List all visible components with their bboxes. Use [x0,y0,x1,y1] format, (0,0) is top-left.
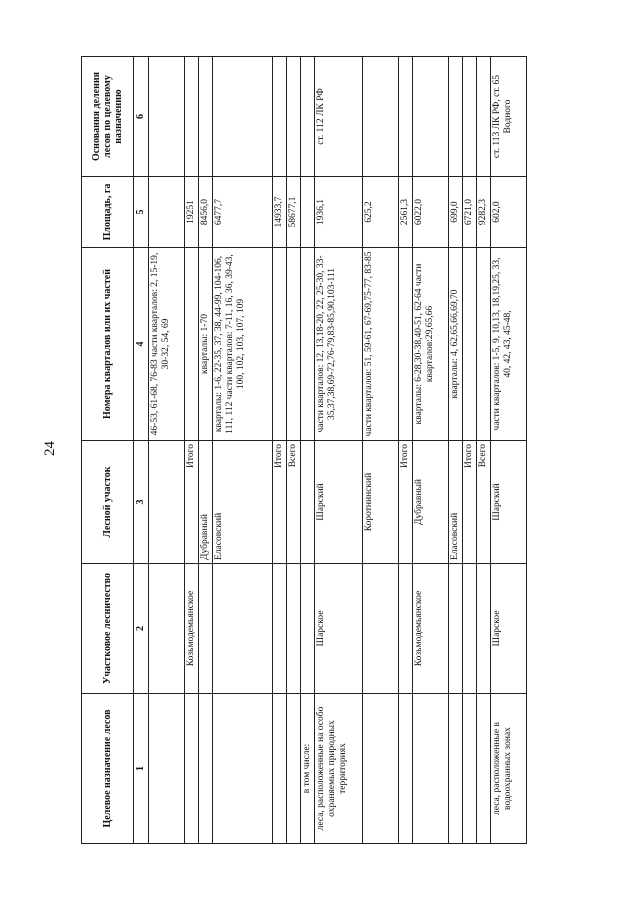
plot-cell: Дубравный [413,441,449,564]
quarters-cell: кварталы: 1-70 [199,248,213,441]
area-cell: 602,0 [491,177,527,248]
district-cell: Шарское [315,564,363,694]
quarters-cell: 46-53, 61-68, 76-83 части кварталов: 2, 15-19, 30-32, 54, 69 [149,248,185,441]
table-row [301,57,315,844]
plot-cell: Итого [273,441,287,564]
quarters-cell: части кварталов: 12, 13,18-20, 22, 25-30, 33-35,37,38,69-72,76-79,83-85,90,103-111 [315,248,363,441]
column-number: 3 [134,441,149,564]
area-cell: 8456,0 [199,177,213,248]
plot-cell: Всего [477,441,491,564]
district-cell: Козьмодемьянское [185,564,199,694]
area-cell: 625,2 [363,177,399,248]
column-number: 6 [134,57,149,177]
column-number: 4 [134,248,149,441]
table-row [449,57,463,844]
table-row [315,57,363,844]
plot-cell: Итого [463,441,477,564]
table-row [491,57,527,844]
basis-cell: ст. 112 ЛК РФ [315,57,363,177]
area-cell: 19251 [185,177,199,248]
plot-cell: Дубравный [199,441,213,564]
table-row [477,57,491,844]
table-row [287,57,301,844]
column-number: 2 [134,564,149,694]
area-cell: 699,0 [449,177,463,248]
area-cell: 58677,1 [287,177,301,248]
purpose-cell: леса, расположенные на особо охраняемых природных территориях [315,694,363,844]
basis-cell: ст. 113 ЛК РФ, ст. 65 Водного [491,57,527,177]
district-cell: Козьмодемьянское [413,564,449,694]
page-number: 24 [42,441,58,456]
area-cell: 14933,7 [273,177,287,248]
header-cell: Номера кварталов или их частей [82,248,134,441]
area-cell: 6022,0 [413,177,449,248]
area-cell: 9282,3 [477,177,491,248]
quarters-cell: части кварталов: 1-5, 9, 10,13, 18,19,25, 33, 40, 42, 43, 45-48, [491,248,527,441]
quarters-cell: части кварталов: 51, 59-61, 67-69,75-77, 83-85 [363,248,399,441]
table-row [363,57,399,844]
table-row [399,57,413,844]
column-number: 1 [134,694,149,844]
header-cell: Участковое лесничество [82,564,134,694]
forest-division-table [81,56,527,844]
plot-cell: Итого [185,441,199,564]
area-cell: 1936,1 [315,177,363,248]
area-cell: 6721,0 [463,177,477,248]
header-cell: Площадь, га [82,177,134,248]
district-cell: Шарское [491,564,527,694]
header-cell: Лесной участок [82,441,134,564]
plot-cell: Коротнинский [363,441,399,564]
area-cell: 6477,7 [213,177,273,248]
table-row [199,57,213,844]
table-row [463,57,477,844]
purpose-cell: леса, расположенные в водоохранных зонах [491,694,527,844]
header-cell: Основания деления лесов по целевому назначению [82,57,134,177]
area-cell: 2561,3 [399,177,413,248]
table-row [149,57,185,844]
header-cell: Целевое назначение лесов [82,694,134,844]
table-row [273,57,287,844]
table-row [185,57,199,844]
table-row [213,57,273,844]
plot-cell: Еласовский [213,441,273,564]
plot-cell: Итого [399,441,413,564]
table-row [413,57,449,844]
plot-cell: Всего [287,441,301,564]
plot-cell: Шарский [315,441,363,564]
plot-cell: Еласовский [449,441,463,564]
quarters-cell: кварталы: 4, 62,65,66,69,70 [449,248,463,441]
plot-cell: Шарский [491,441,527,564]
purpose-cell: в том числе: [301,694,315,844]
quarters-cell: кварталы: 6-28,30-38,40-51, 62-64 части кварталов:29,65,66 [413,248,449,441]
quarters-cell: кварталы: 1-6, 22-35, 37, 38, 44-99, 104-106, 111, 112 части кварталов: 7-11, 16, 36, 39-43, 100, 102, 103, 107, 109 [213,248,273,441]
rotated-page [81,57,530,844]
column-number: 5 [134,177,149,248]
